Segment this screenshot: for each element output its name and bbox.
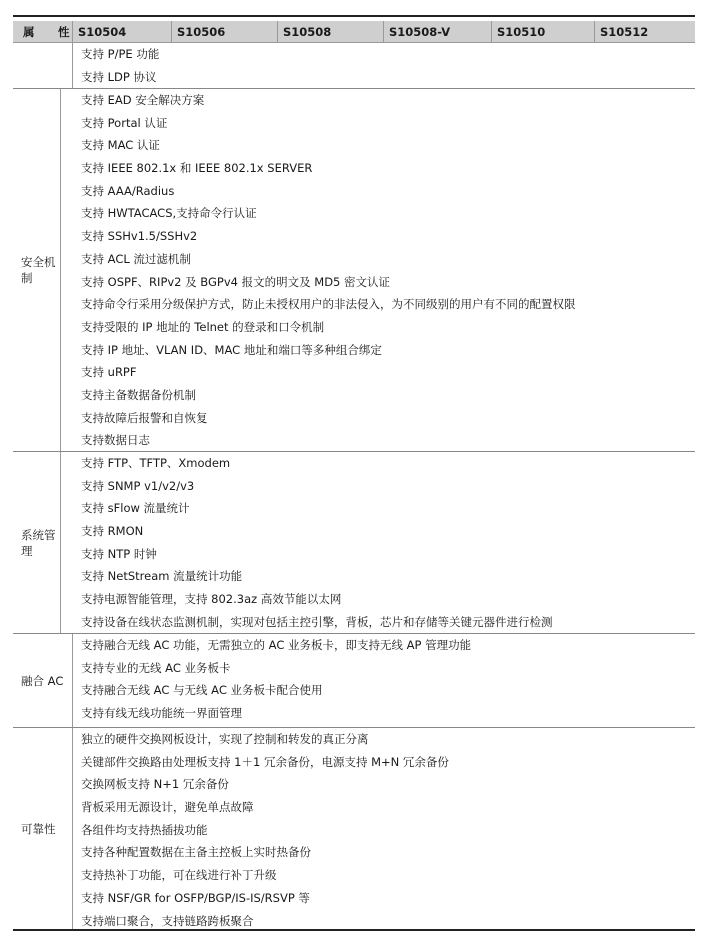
feature-item: 支持受限的 IP 地址的 Telnet 的登录和口令机制 — [81, 319, 325, 334]
table-top-rule — [13, 15, 695, 17]
header-model: S10508 — [278, 21, 384, 43]
feature-item: 支持 NTP 时钟 — [81, 546, 157, 561]
feature-item: 支持融合无线 AC 功能，无需独立的 AC 业务板卡，即支持无线 AP 管理功能 — [81, 638, 472, 652]
feature-item: 支持有线无线功能统一界面管理 — [81, 706, 242, 721]
section-reliability — [13, 728, 695, 929]
feature-item: 支持热补丁功能，可在线进行补丁升级 — [81, 868, 277, 883]
section-security — [13, 89, 695, 452]
feature-item: 支持设备在线状态监测机制，实现对包括主控引擎，背板，芯片和存储等关键元器件进行检测 — [81, 614, 553, 629]
feature-item: 支持命令行采用分级保护方式，防止未授权用户的非法侵入，为不同级别的用户有不同的配置权限 — [81, 297, 576, 312]
header-model: S10504 — [73, 21, 172, 43]
section-label: 系统管理 — [13, 452, 61, 633]
feature-item: 支持故障后报警和自恢复 — [81, 410, 208, 425]
table-bottom-rule — [13, 929, 695, 931]
feature-list — [81, 89, 695, 452]
table-header — [13, 21, 695, 43]
feature-item: 支持 LDP 协议 — [81, 69, 157, 84]
feature-item: 支持 AAA/Radius — [81, 183, 175, 198]
feature-item: 支持 uRPF — [81, 365, 137, 380]
feature-item: 关键部件交换路由处理板支持 1＋1 冗余备份，电源支持 M+N 冗余备份 — [81, 754, 449, 769]
feature-item: 支持 ACL 流过滤机制 — [81, 251, 191, 266]
feature-item: 各组件均支持热插拔功能 — [81, 822, 208, 837]
header-model: S10508-V — [384, 21, 492, 43]
feature-item: 支持 SSHv1.5/SSHv2 — [81, 229, 198, 244]
feature-item: 支持主备数据备份机制 — [81, 387, 196, 402]
section-label: 安全机制 — [13, 89, 61, 451]
feature-item: 支持 OSPF、RIPv2 及 BGPv4 报文的明文及 MD5 密文认证 — [81, 274, 391, 289]
feature-item: 支持 P/PE 功能 — [81, 47, 160, 61]
feature-item: 支持 EAD 安全解决方案 — [81, 93, 205, 107]
feature-item: 支持端口聚合，支持链路跨板聚合 — [81, 913, 254, 928]
feature-item: 支持 sFlow 流量统计 — [81, 501, 190, 516]
feature-item: 支持电源智能管理，支持 802.3az 高效节能以太网 — [81, 592, 342, 607]
feature-item: 支持融合无线 AC 与无线 AC 业务板卡配合使用 — [81, 683, 323, 698]
feature-item: 独立的硬件交换网板设计，实现了控制和转发的真正分离 — [81, 732, 369, 746]
feature-item: 支持专业的无线 AC 业务板卡 — [81, 660, 231, 675]
section-converged-ac — [13, 634, 695, 728]
feature-list — [81, 452, 695, 634]
section-system-management — [13, 452, 695, 634]
header-attr: 属 性 — [13, 21, 73, 43]
feature-item: 支持 NetStream 流量统计功能 — [81, 569, 243, 584]
feature-list — [81, 728, 695, 932]
section-label: 融合 AC — [13, 634, 73, 727]
section-label: 可靠性 — [13, 728, 73, 929]
header-model: S10506 — [172, 21, 278, 43]
feature-item: 支持 IEEE 802.1x 和 IEEE 802.1x SERVER — [81, 161, 313, 176]
feature-list — [81, 43, 695, 88]
feature-item: 背板采用无源设计，避免单点故障 — [81, 800, 254, 815]
feature-item: 支持 NSF/GR for OSFP/BGP/IS-IS/RSVP 等 — [81, 890, 310, 905]
section-label — [13, 43, 73, 88]
feature-item: 支持 Portal 认证 — [81, 115, 168, 130]
feature-item: 支持 IP 地址、VLAN ID、MAC 地址和端口等多种组合绑定 — [81, 342, 382, 357]
feature-item: 支持 SNMP v1/v2/v3 — [81, 478, 195, 493]
feature-item: 支持 RMON — [81, 524, 144, 539]
header-model: S10512 — [600, 25, 649, 39]
feature-item: 支持各种配置数据在主备主控板上实时热备份 — [81, 845, 311, 860]
feature-list — [81, 634, 695, 725]
feature-item: 支持 FTP、TFTP、Xmodem — [81, 456, 231, 470]
feature-item: 交换网板支持 N+1 冗余备份 — [81, 777, 229, 792]
feature-item: 支持 MAC 认证 — [81, 138, 160, 153]
feature-item: 支持数据日志 — [81, 433, 150, 448]
feature-item: 支持 HWTACACS,支持命令行认证 — [81, 206, 257, 221]
section-continued — [13, 43, 695, 89]
header-model: S10510 — [492, 21, 595, 43]
